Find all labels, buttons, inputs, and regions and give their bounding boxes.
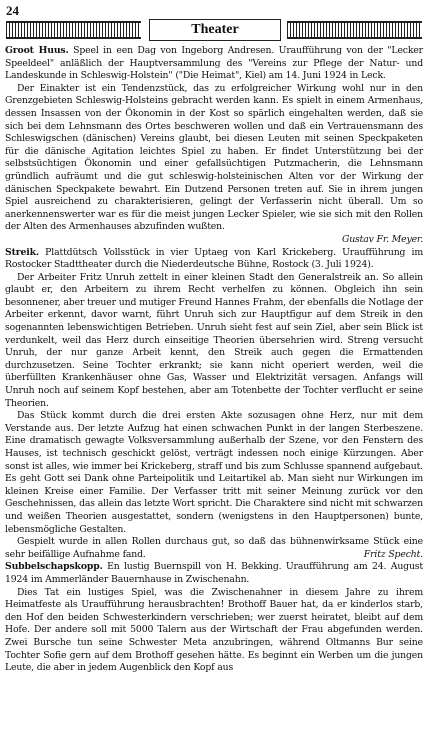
article-1-paragraph-0: Speel in een Dag von Ingeborg Andresen. Uraufführung von der "Lecker Speeldeel" anläßlich der Hauptversammlung des "Vereins zur Pflege der Natur- und Landeskunde in Schleswig-Holstein" ("Die Heimat", Kiel) am 14. Juni 1924 in Leck. [5, 45, 423, 82]
article-2-paragraph-0: Plattdütsch Vollsstück in vier Uptaeg von Karl Krickeberg. Uraufführung im Rostocker Stadttheater durch die Niederdeutsche Bühne, Rostock (3. Juli 1924). [5, 246, 423, 271]
article-3-paragraph-1: Dies Tat ein lustiges Spiel, was die Zwischenahner in diesem Jahre zu ihrem Heimatfeste als Uraufführung herausbrachten! Brothoff Bauer hat, da er kinderlos starb, den Hof den beiden Schwesterkindern verschrieben; wer zuerst heiratet, bleibt auf dem Hofe. Der andere soll mit 5000 Talern aus der Wirtschaft der Frau abgefunden werden. Zwei Bursche tun seine Schwester Meta anzubringen, während Oltmanns Bur seine Tochter Sofie gern auf dem Brothoff gesehen hätte. Es beginnt ein Werben um die jungen Leute, die aber in jedem Augenblick den Kopf aus [5, 586, 423, 674]
decorative-rule-right [287, 21, 422, 39]
article-2-signature: Fritz Specht. [363, 548, 423, 560]
article-2-paragraph-3-text: Gespielt wurde in allen Rollen durchaus gut, so daß das bühnenwirksame Stück eine sehr beifällige Aufnahme fand. [5, 536, 423, 560]
page-number: 24 [6, 3, 19, 18]
article-2-intro [5, 247, 423, 272]
article-1-heading: Groot Huus. [5, 45, 69, 56]
article-1-paragraph-1: Der Einakter ist ein Tendenzstück, das zu erfolgreicher Wirkung wohl nur in den Grenzgebieten Schleswig-Holsteins gebracht werden kann. Es spielt in einem Armenhaus, dessen Insassen von der Ökonomin in der Kost so spärlich eingehalten werden, daß sie sich bei dem Lehnsmann des Ortes beschweren wollen und daß ein Vertrauensmann des Schleswigschen (dänischen) Vereins glaubt, bei diesen Leuten mit seinen Speckpaketen für die dänische Agitation leichtes Spiel zu haben. Er findet Unterstützung bei der selbstsüchtigen Ökonomin und einer gefallsüchtigen Putzmacherin, die Lehnsmann gründlich aufräumt und die gut schleswig-holsteinischen Alten vor der Wirkung der dänischen Speckpakete bewahrt. Ein Dutzend Personen treten auf. Sie in ihrem jungen Spiel ausreichend zu charakterisieren, gelingt der Verfasserin nicht überall. Um so anerkennenswerter war es für die meist jungen Lecker Spieler, wie sie sich mit den Rollen der Alten des Armenhauses abzufinden wußten. [5, 82, 423, 233]
section-title: Theater [149, 19, 281, 41]
article-2-paragraph-1: Der Arbeiter Fritz Unruh zettelt in einer kleinen Stadt den Generalstreik an. So allein glaubt er, den Arbeitern zu ihrem Recht verhelfen zu können. Obgleich ihn sein besonnener, aber treuer und mutiger Freund Hannes Frahm, der ebenfalls die Notlage der Arbeiter erkennt, davor warnt, führt Unruh sich zur Hauptfigur auf dem Streik in den sogenannten lebenswichtigen Betrieben. Unruh sieht fest auf sein Ziel, aber sein Blick ist verdunkelt, weil das Herz durch einseitige Theorien übersehrien wird. Streng versucht Unruh, der nur ganze Arbeit kennt, den Streik auch gegen die Ermattenden durchzusetzen. Seine Tochter erkrankt; sie kann nicht operiert werden, weil die überfüllten Krankenhäuser ohne Gas, Wasser und Elektrizität versagen. Anfangs will Unruh noch auf seinem Kopf bestehen, aber am Totenbette der Tochter verflucht er seine Theorien. [5, 271, 423, 409]
article-1-intro [5, 45, 423, 83]
article-2-paragraph-2: Das Stück kommt durch die drei ersten Akte sozusagen ohne Herz, nur mit dem Verstande aus. Der letzte Aufzug hat einen schwachen Punkt in der langen Sterbeszene. Eine dramatisch gewagte Volksversammlung außerhalb der Szene, vor den Fenstern des Hauses, ist technisch geschickt gelöst, verträgt indessen noch einige Kürzungen. Aber sonst ist alles, wie immer bei Krickeberg, straff und bis zum Schlusse spannend aufgebaut. Es geht Gott sei Dank ohne Parteipolitik und Leitartikel ab. Man sieht nur Wirkungen im kleinen Kreise einer Familie. Der Verfasser tritt mit seiner Meinung zurück vor den Geschehnissen, das allein das letzte Wort spricht. Die Charaktere sind nicht mit schwarzen und weißen Theorien ausgestattet, sondern (wenigstens in den Hauptpersonen) bunte, lebensmögliche Gestalten. [5, 410, 423, 535]
article-2-heading: Streik. [5, 246, 39, 258]
section-header [6, 19, 422, 41]
article-column [5, 45, 423, 675]
article-3-heading: Subbelschapskopp. [5, 561, 103, 573]
article-3-intro [5, 561, 423, 586]
article-2-paragraph-3 [5, 536, 423, 561]
article-3-paragraph-0: En lustig Buernspill von H. Bekking. Uraufführung am 24. August 1924 im Ammerländer Bauernhause in Zwischenahn. [5, 561, 423, 585]
decorative-rule-left [6, 21, 141, 39]
article-1-signature: Gustav Fr. Meyer. [341, 233, 423, 245]
